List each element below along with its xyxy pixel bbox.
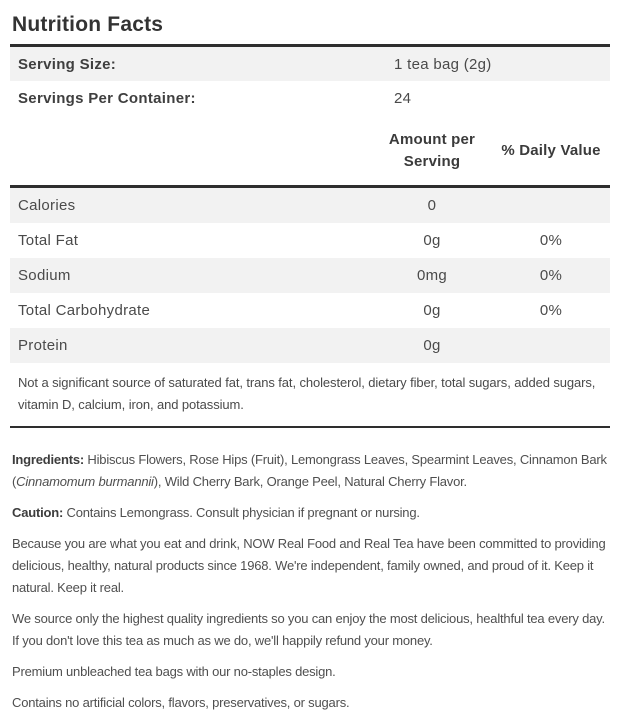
nutrition-facts-panel — [10, 0, 610, 714]
ingredients-paragraph — [12, 449, 608, 493]
no-artificial-note: Contains no artificial colors, flavors, preservatives, or sugars. — [12, 695, 350, 710]
bottom-divider — [10, 426, 610, 428]
nutrient-label: Total Fat — [18, 232, 79, 249]
servings-per-container-label: Servings Per Container: — [18, 89, 196, 107]
amount-per-serving-header: Amount per Serving — [388, 131, 476, 170]
servings-per-container-row — [10, 81, 610, 115]
table-row-sodium — [10, 258, 610, 293]
marketing-paragraph-quality: We source only the highest quality ingredients so you can enjoy the most delicious, healthful tea every day. If you don't love this tea as much as we do, we'll happily refund your money. — [12, 611, 605, 648]
daily-value: 0% — [539, 302, 563, 319]
daily-value: 0% — [539, 232, 563, 249]
serving-size-value: 1 tea bag (2g) — [394, 55, 492, 73]
nutrient-label: Calories — [18, 197, 76, 214]
facts-header-row — [10, 117, 610, 185]
footnote-text: Not a significant source of saturated fat, trans fat, cholesterol, dietary fiber, total sugars, added sugars, vitamin D, calcium, iron, and potassium. — [18, 375, 596, 412]
amount-value: 0 — [427, 197, 437, 214]
caution-text: Contains Lemongrass. Consult physician if pregnant or nursing. — [63, 505, 420, 520]
page-title: Nutrition Facts — [12, 13, 164, 36]
caution-label: Caution: — [12, 505, 64, 520]
servings-per-container-value: 24 — [394, 89, 412, 107]
amount-value: 0mg — [416, 267, 448, 284]
serving-size-label: Serving Size: — [18, 55, 117, 73]
table-row-total-carbohydrate — [10, 293, 610, 328]
marketing-paragraph-brand: Because you are what you eat and drink, NOW Real Food and Real Tea have been committed to providing delicious, healthy, natural products since 1968. We're independent, family owned, and proud of it. Keep it natural. Keep it real. — [12, 536, 606, 595]
caution-paragraph — [12, 502, 608, 524]
ingredients-text-after: ), Wild Cherry Bark, Orange Peel, Natural Cherry Flavor. — [153, 474, 467, 489]
ingredients-latin-name: Cinnamomum burmannii — [16, 474, 154, 489]
ingredients-label: Ingredients: — [12, 452, 84, 467]
table-row-total-fat — [10, 223, 610, 258]
serving-size-row — [10, 47, 610, 81]
table-row-calories — [10, 188, 610, 223]
serving-info-table — [10, 47, 610, 115]
table-row-protein — [10, 328, 610, 363]
ingredients-text-before: Hibiscus Flowers, Rose Hips (Fruit), Lemongrass Leaves, Spearmint Leaves, Cinnamon Bark ( — [12, 452, 607, 489]
facts-table — [10, 188, 610, 363]
nutrient-label: Protein — [18, 337, 68, 354]
amount-value: 0g — [423, 337, 441, 354]
description-section — [10, 449, 610, 714]
amount-value: 0g — [423, 232, 441, 249]
daily-value: 0% — [539, 267, 563, 284]
daily-value-header: % Daily Value — [501, 142, 601, 159]
nutrient-label: Sodium — [18, 267, 71, 284]
packaging-note: Premium unbleached tea bags with our no-staples design. — [12, 664, 336, 679]
amount-value: 0g — [423, 302, 441, 319]
nutrient-label: Total Carbohydrate — [18, 302, 151, 319]
